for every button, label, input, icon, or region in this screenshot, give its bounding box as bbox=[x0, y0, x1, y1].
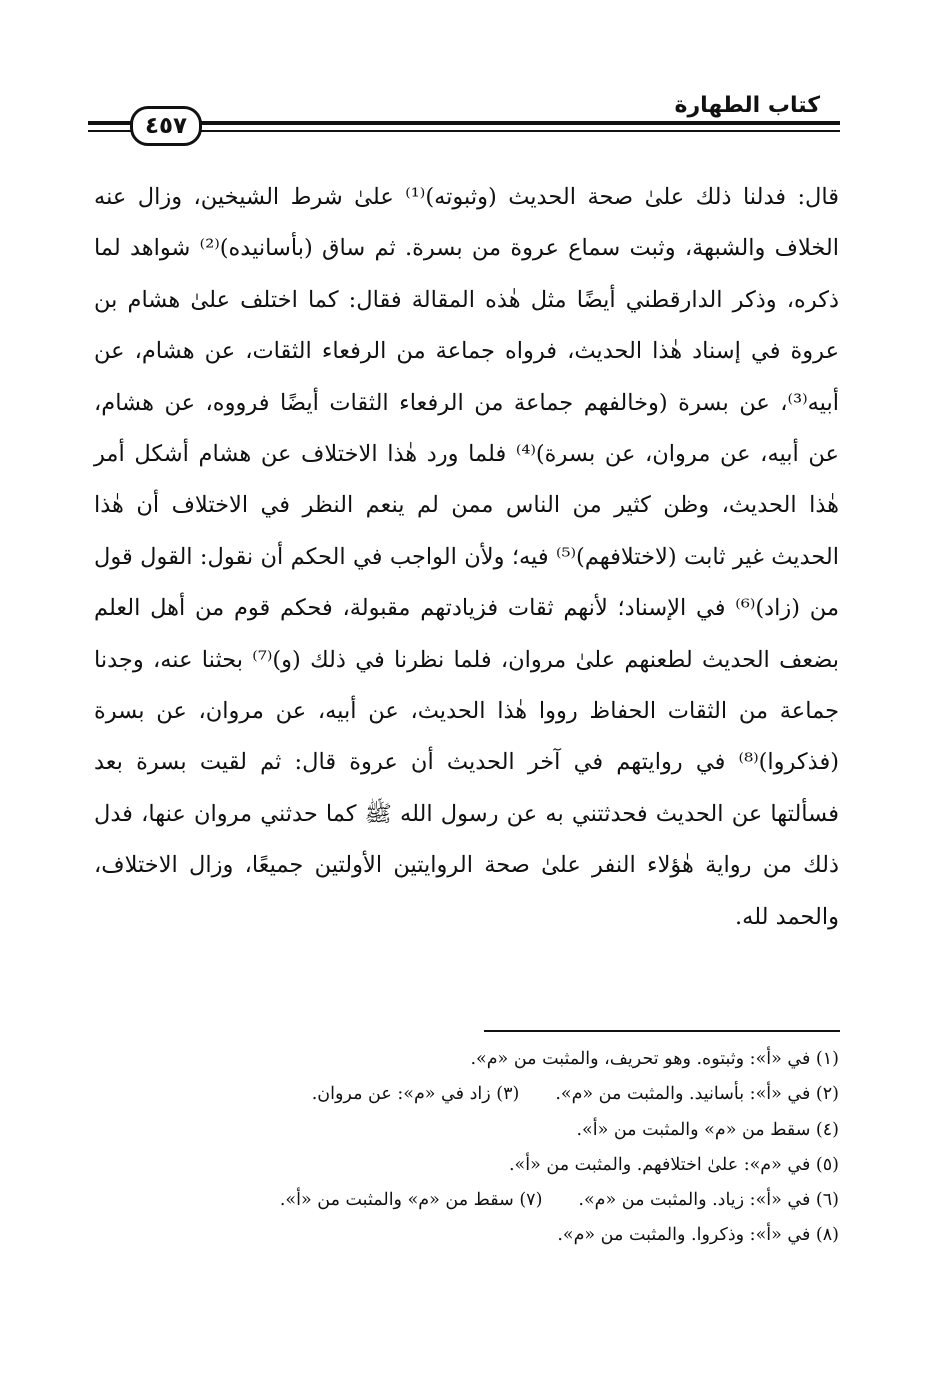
footnote-line bbox=[94, 1077, 839, 1112]
footnote-4: (٤) سقط من «م» والمثبت من «أ». bbox=[576, 1119, 839, 1140]
footnote-7: (٧) سقط من «م» والمثبت من «أ». bbox=[279, 1190, 543, 1211]
footnote-line bbox=[94, 1218, 839, 1253]
footnote-line bbox=[94, 1148, 839, 1183]
footnote-1: (١) في «أ»: وثبتوه. وهو تحريف، والمثبت من «م». bbox=[470, 1049, 839, 1069]
body-paragraph: قال: فدلنا ذلك علىٰ صحة الحديث (وثبوته)⁽¹⁾ علىٰ شرط الشيخين، وزال عنه الخلاف والشبهة، وثبت سماع عروة من بسرة. ثم ساق (بأسانيده)⁽²⁾ شواهد لما ذكره، وذكر الدارقطني أيضًا مثل هٰذه المقالة فقال: كما اختلف علىٰ هشام بن عروة في إسناد هٰذا الحديث، فرواه جماعة من الرفعاء الثقات، عن هشام، عن أبيه⁽³⁾، عن بسرة (وخالفهم جماعة من الرفعاء الثقات أيضًا فرووه، عن هشام، عن أبيه، عن مروان، عن بسرة)⁽⁴⁾ فلما ورد هٰذا الاختلاف عن هشام أشكل أمر هٰذا الحديث، وظن كثير من الناس ممن لم ينعم النظر في الاختلاف أن هٰذا الحديث غير ثابت (لاختلافهم)⁽⁵⁾ فيه؛ ولأن الواجب في الحكم أن نقول: القول قول من (زاد)⁽⁶⁾ في الإسناد؛ لأنهم ثقات فزيادتهم مقبولة، فحكم قوم من أهل العلم بضعف الحديث لطعنهم علىٰ مروان، فلما نظرنا في ذلك (و)⁽⁷⁾ بحثنا عنه، وجدنا جماعة من الثقات الحفاظ رووا هٰذا الحديث، عن أبيه، عن مروان، عن بسرة (فذكروا)⁽⁸⁾ في روايتهم في آخر الحديث أن عروة قال: ثم لقيت بسرة بعد فسألتها عن الحديث فحدثتني به عن رسول الله ﷺ كما حدثني مروان عنها، فدل ذلك من رواية هٰؤلاء النفر علىٰ صحة الروايتين الأولتين جميعًا، وزال الاختلاف، والحمد لله. bbox=[94, 184, 839, 930]
footnote-divider bbox=[484, 1030, 840, 1032]
chapter-title: كتاب الطهارة bbox=[669, 92, 826, 120]
page-number-badge bbox=[130, 106, 202, 146]
footnote-8: (٨) في «أ»: وذكروا. والمثبت من «م». bbox=[557, 1225, 839, 1246]
footnote-line bbox=[94, 1113, 839, 1148]
footnote-2: (٢) في «أ»: بأسانيد. والمثبت من «م». bbox=[555, 1084, 839, 1105]
footnotes bbox=[94, 1042, 839, 1254]
main-text bbox=[94, 172, 839, 943]
page-header bbox=[88, 92, 840, 144]
footnote-3: (٣) زاد في «م»: عن مروان. bbox=[311, 1084, 520, 1105]
page-number: ٤٥٧ bbox=[144, 113, 188, 139]
footnote-line bbox=[94, 1042, 839, 1077]
footnote-6: (٦) في «أ»: زياد. والمثبت من «م». bbox=[578, 1190, 839, 1211]
footnote-line bbox=[94, 1183, 839, 1218]
footnote-5: (٥) في «م»: علىٰ اختلافهم. والمثبت من «أ». bbox=[508, 1154, 839, 1175]
